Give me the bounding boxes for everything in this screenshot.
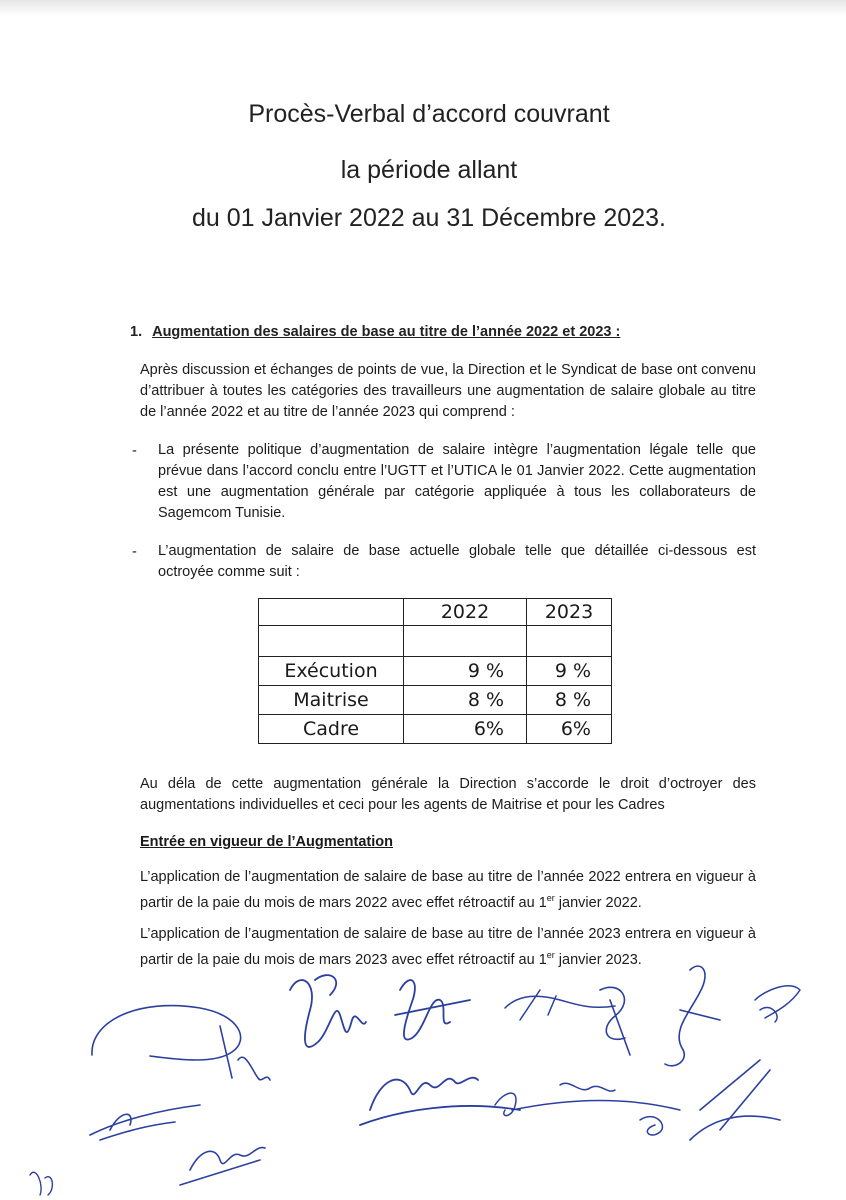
rate-2023-cell: 6% xyxy=(527,715,612,744)
spacer-cell xyxy=(404,626,527,657)
signature-13 xyxy=(180,1148,265,1185)
year-header-2022: 2022 xyxy=(404,599,527,626)
signature-3 xyxy=(395,980,470,1039)
category-cell: Cadre xyxy=(259,715,404,744)
spacer-cell xyxy=(527,626,612,657)
rate-2022-cell: 8 % xyxy=(404,686,527,715)
spacer-cell xyxy=(259,626,404,657)
signature-7 xyxy=(755,986,800,1022)
section-title: Augmentation des salaires de base au titre de l’année 2022 et 2023 : xyxy=(152,324,621,340)
signature-8 xyxy=(360,1078,520,1125)
title-line-3: du 01 Janvier 2022 au 31 Décembre 2023. xyxy=(192,204,666,232)
rate-2022-cell: 9 % xyxy=(404,657,527,686)
application-2022-text: L’application de l’augmentation de salaire de base au titre de l’année 2022 entrera en vigueur à partir de la paie du mois de mars 2022 avec effet rétroactif au 1 xyxy=(140,869,756,911)
bullet-text-2: L’augmentation de salaire de base actuelle globale telle que détaillée ci-dessous est octroyée comme suit : xyxy=(158,543,756,580)
signature-11 xyxy=(690,1060,780,1140)
category-cell: Maitrise xyxy=(259,686,404,715)
application-2022-paragraph xyxy=(140,867,756,914)
rate-2023-cell: 8 % xyxy=(527,686,612,715)
application-2022-date: janvier 2022. xyxy=(554,894,642,911)
signature-2 xyxy=(290,975,366,1047)
table-corner-cell xyxy=(259,599,404,626)
table-header-row xyxy=(259,599,612,626)
signature-1 xyxy=(92,1006,270,1080)
individual-increase-paragraph: Au déla de cette augmentation générale la Direction s’accorde le droit d’octroyer des augmentations individuelles et ceci pour les agents de Maitrise et pour les Cadres xyxy=(140,776,756,813)
signature-9 xyxy=(495,1093,680,1115)
year-header-2023: 2023 xyxy=(527,599,612,626)
title-line-1: Procès-Verbal d’accord couvrant xyxy=(248,100,610,128)
bullet-marker-2: - xyxy=(132,544,137,560)
application-2023-date: janvier 2023. xyxy=(554,951,642,968)
signature-4 xyxy=(505,990,615,1020)
signature-6 xyxy=(665,966,720,1066)
category-cell: Exécution xyxy=(259,657,404,686)
entry-into-force-heading: Entrée en vigueur de l’Augmentation xyxy=(140,834,393,850)
section-1-heading xyxy=(130,324,620,340)
scan-edge xyxy=(0,0,846,16)
bullet-text-1: La présente politique d’augmentation de salaire intègre l’augmentation légale telle que prévue dans l’accord conclu entre l’UGTT et l’UTICA le 01 Janvier 2022. Cette augmentation est une augmentation générale par catégorie appliquée à tous les collaborateurs de Sagemcom Tunisie. xyxy=(158,442,756,521)
table-row xyxy=(259,686,612,715)
rate-2022-cell: 6% xyxy=(404,715,527,744)
rate-2023-cell: 9 % xyxy=(527,657,612,686)
bullet-marker-1: - xyxy=(132,443,137,459)
table-row xyxy=(259,657,612,686)
ordinal-suffix: er xyxy=(546,950,555,960)
title-line-2: la période allant xyxy=(340,156,518,184)
signature-14 xyxy=(30,1172,52,1195)
section-number: 1. xyxy=(130,324,143,340)
ordinal-suffix: er xyxy=(546,893,555,903)
salary-increase-table xyxy=(258,598,612,744)
table-row xyxy=(259,715,612,744)
signature-5 xyxy=(600,987,630,1055)
intro-paragraph: Après discussion et échanges de points de vue, la Direction et le Syndicat de base ont convenu d’attribuer à toutes les catégories des travailleurs une augmentation de salaire globale au titre de l’année 2022 et au titre de l’année 2023 qui comprend : xyxy=(140,362,756,420)
signature-10 xyxy=(560,1083,662,1135)
signatures-area xyxy=(0,960,846,1200)
application-2023-text: L’application de l’augmentation de salaire de base au titre de l’année 2023 entrera en vigueur à partir de la paie du mois de mars 2023 avec effet rétroactif au 1 xyxy=(140,926,756,968)
signature-12 xyxy=(90,1105,200,1140)
table-spacer-row xyxy=(259,626,612,657)
